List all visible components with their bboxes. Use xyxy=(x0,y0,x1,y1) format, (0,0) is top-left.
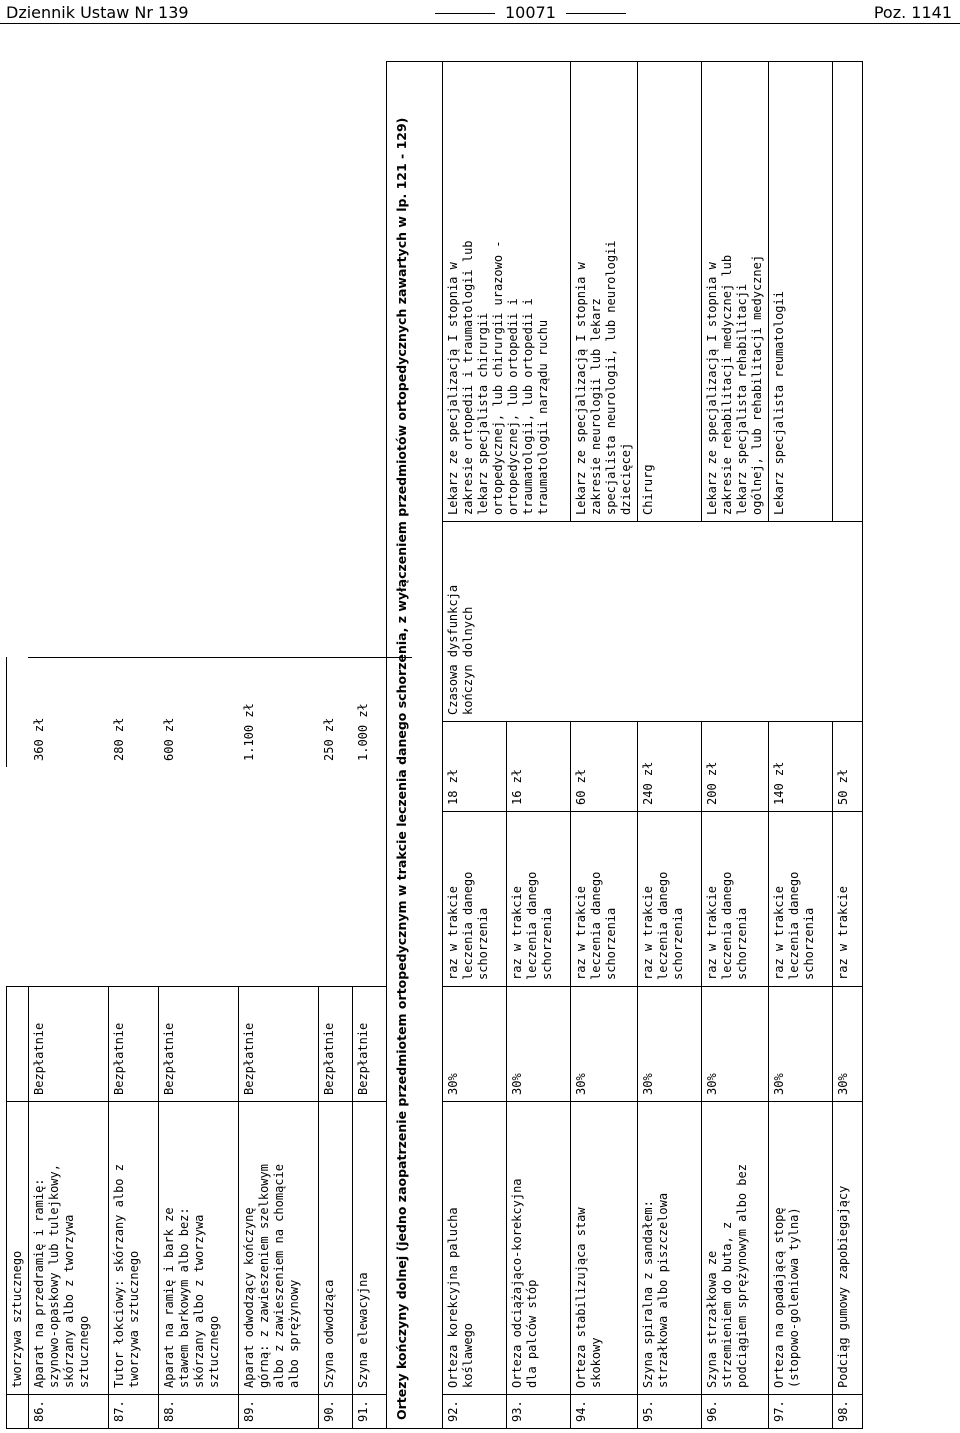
authorized-doctor: Chirurg xyxy=(638,62,702,522)
page-header xyxy=(0,0,960,28)
authorized-doctor: Lekarz ze specjalizacją I stopnia w zakresie neurologii lub lekarz specjalista neurologii, lub neurologii dziecięcej xyxy=(571,62,638,522)
item-name: Orteza odciążająco-korekcyjna dla palców stóp xyxy=(507,1102,571,1395)
price-limit: 250 zł xyxy=(322,717,336,761)
item-name: Aparat odwodzący kończynę górną: z zawieszeniem szelkowym albo z zawieszeniem na chomącie albo sprężynowy xyxy=(239,1102,319,1395)
row-number: 89. xyxy=(239,1395,319,1429)
authorized-doctor: Lekarz ze specjalizacją I stopnia w zakresie ortopedii i traumatologii lub lekarz specjalista chirurgii ortopedycznej, lub chirurgii urazowo - ortopedycznej, lub ortopedii i traumatologii, lub ortopedii i traumatologii narządu ruchu xyxy=(443,62,571,522)
journal-title: Dziennik Ustaw Nr 139 xyxy=(6,3,189,22)
usage-frequency: raz w trakcie leczenia danego schorzenia xyxy=(702,812,769,987)
price-limit: 50 zł xyxy=(833,722,863,812)
page-number xyxy=(425,3,636,22)
item-name: Szyna strzałkowa ze strzemieniem do buta, z podciągiem sprężynowym albo bez xyxy=(702,1102,769,1395)
item-name: Szyna elewacyjna xyxy=(353,1102,387,1395)
usage-frequency: raz w trakcie leczenia danego schorzenia xyxy=(638,812,702,987)
price-limit: 1.000 zł xyxy=(356,703,370,761)
authorized-doctor: Lekarz ze specjalizacją I stopnia w zakresie rehabilitacji medycznej lub lekarz specjalista rehabilitacji ogólnej, lub rehabilitacji medycznej xyxy=(702,62,769,522)
table-row xyxy=(638,62,702,1429)
usage-frequency: raz w trakcie leczenia danego schorzenia xyxy=(571,812,638,987)
table-row xyxy=(443,62,507,1429)
patient-contribution: Bezpłatnie xyxy=(353,987,387,1102)
price-column-a xyxy=(28,657,412,767)
item-name: tworzywa sztucznego xyxy=(7,1102,29,1395)
patient-contribution: 30% xyxy=(833,987,863,1102)
medical-indication: Czasowa dysfunkcja kończyn dolnych xyxy=(443,522,863,722)
usage-frequency: raz w trakcie leczenia danego schorzenia xyxy=(443,812,507,987)
price-limit: 1.100 zł xyxy=(242,703,256,761)
usage-frequency: raz w trakcie leczenia danego schorzenia xyxy=(507,812,571,987)
patient-contribution: 30% xyxy=(702,987,769,1102)
price-limit: 200 zł xyxy=(702,722,769,812)
price-limit: 360 zł xyxy=(32,717,46,761)
usage-frequency: raz w trakcie xyxy=(833,812,863,987)
table-row xyxy=(769,62,833,1429)
rotated-table-area xyxy=(6,62,868,1429)
row-number: 95. xyxy=(638,1395,702,1429)
price-limit: 18 zł xyxy=(443,722,507,812)
page-number-text: 10071 xyxy=(505,3,556,22)
patient-contribution: 30% xyxy=(443,987,507,1102)
price-limit: 60 zł xyxy=(571,722,638,812)
section-title: Ortezy kończyny dolnej (jedno zaopatrzenie przedmiotem ortopedycznym w trakcie leczenia danego schorzenia, z wyłączeniem przedmiotów ortopedycznych zawartych w lp. 121 - 129) xyxy=(387,62,443,1429)
price-limit: 600 zł xyxy=(162,717,176,761)
item-name: Aparat na ramię i bark ze stawem barkowym albo bez: skórzany albo z tworzywa sztucznego xyxy=(159,1102,239,1395)
authorized-doctor: Lekarz specjalista reumatologii xyxy=(769,62,833,522)
item-name: Orteza korekcyjna palucha koślawego xyxy=(443,1102,507,1395)
patient-contribution: Bezpłatnie xyxy=(239,987,319,1102)
row-number: 87. xyxy=(109,1395,159,1429)
patient-contribution: 30% xyxy=(638,987,702,1102)
row-number: 94. xyxy=(571,1395,638,1429)
row-number: 92. xyxy=(443,1395,507,1429)
position-number: Poz. 1141 xyxy=(873,3,952,22)
table-row xyxy=(702,62,769,1429)
row-number: 93. xyxy=(507,1395,571,1429)
table-row xyxy=(833,62,863,1429)
patient-contribution: 30% xyxy=(769,987,833,1102)
item-name: Tutor łokciowy: skórzany albo z tworzywa sztucznego xyxy=(109,1102,159,1395)
patient-contribution: 30% xyxy=(571,987,638,1102)
row-number: 90. xyxy=(319,1395,353,1429)
item-name: Orteza stabilizująca staw skokowy xyxy=(571,1102,638,1395)
price-cell-top xyxy=(6,657,28,767)
table-row xyxy=(571,62,638,1429)
patient-contribution: Bezpłatnie xyxy=(319,987,353,1102)
header-rule xyxy=(0,23,960,24)
item-name: Podciąg gumowy zapobiegający xyxy=(833,1102,863,1395)
item-name: Szyna odwodząca xyxy=(319,1102,353,1395)
row-number: 88. xyxy=(159,1395,239,1429)
patient-contribution: 30% xyxy=(507,987,571,1102)
row-number: 86. xyxy=(29,1395,109,1429)
patient-contribution: Bezpłatnie xyxy=(159,987,239,1102)
usage-frequency: raz w trakcie leczenia danego schorzenia xyxy=(769,812,833,987)
patient-contribution: Bezpłatnie xyxy=(29,987,109,1102)
item-name: Szyna spiralna z sandałem: strzałkowa albo piszczelowa xyxy=(638,1102,702,1395)
patient-contribution: Bezpłatnie xyxy=(109,987,159,1102)
price-limit: 16 zł xyxy=(507,722,571,812)
price-limit: 240 zł xyxy=(638,722,702,812)
row-number: 98. xyxy=(833,1395,863,1429)
item-name: Orteza na opadającą stopę (stopowo-goleniowa tylna) xyxy=(769,1102,833,1395)
price-limit: 140 zł xyxy=(769,722,833,812)
item-name: Aparat na przedramię i ramię: szynowo-opaskowy lub tulejkowy, skórzany albo z tworzywa sztucznego xyxy=(29,1102,109,1395)
row-number: 91. xyxy=(353,1395,387,1429)
row-number: 97. xyxy=(769,1395,833,1429)
price-limit: 280 zł xyxy=(112,717,126,761)
row-number: 96. xyxy=(702,1395,769,1429)
